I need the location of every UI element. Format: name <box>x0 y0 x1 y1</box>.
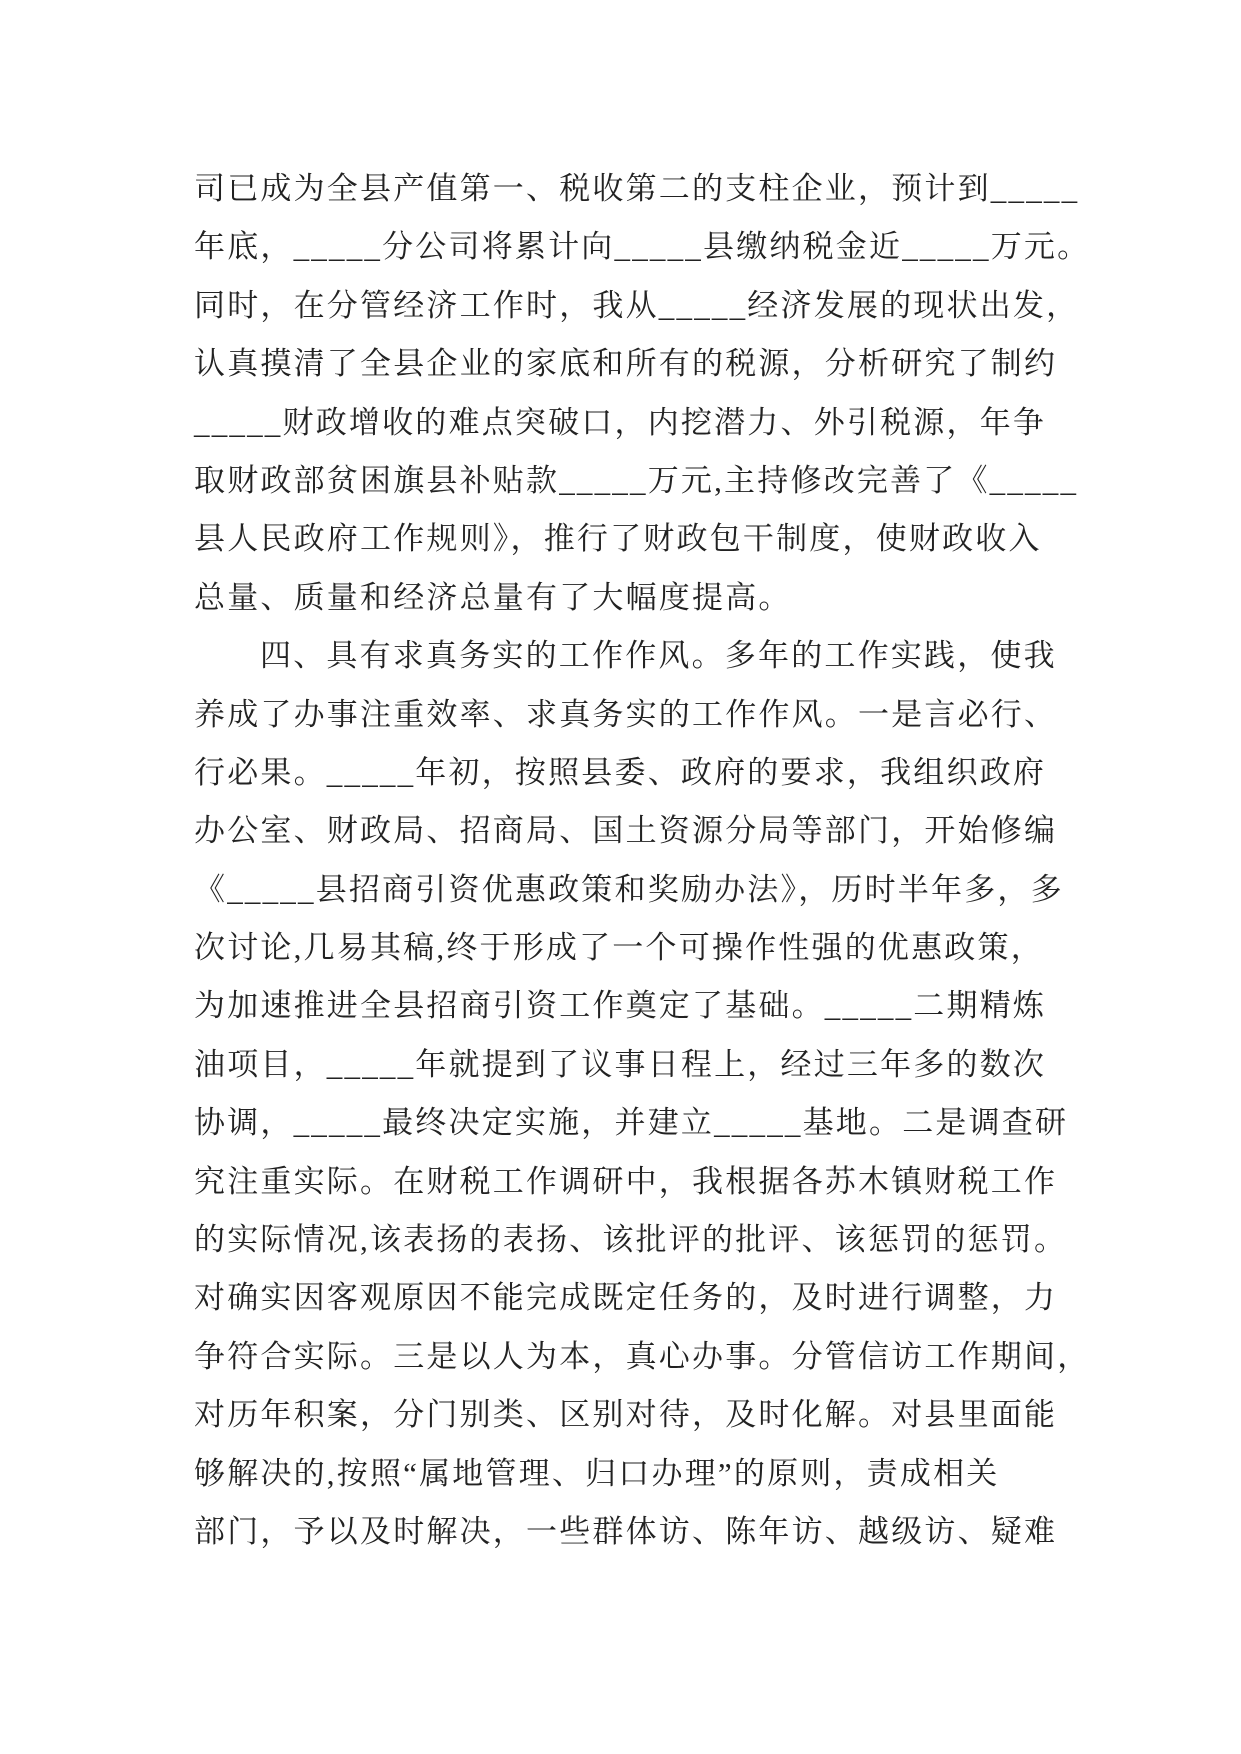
text-line: 办公室、财政局、招商局、国土资源分局等部门，开始修编 <box>194 813 1058 849</box>
text-line: 为加速推进全县招商引资工作奠定了基础。_____二期精炼 <box>194 988 1047 1024</box>
text-line: 对确实因客观原因不能完成既定任务的，及时进行调整，力 <box>194 1280 1058 1316</box>
text-line: 协调，_____最终决定实施，并建立_____基地。二是调查研 <box>194 1105 1069 1141</box>
text-line: 究注重实际。在财税工作调研中，我根据各苏木镇财税工作 <box>194 1163 1058 1199</box>
text-line: 部门，予以及时解决，一些群体访、陈年访、越级访、疑难 <box>194 1513 1058 1549</box>
text-line: 争符合实际。三是以人为本，真心办事。分管信访工作期间， <box>194 1338 1091 1374</box>
text-line: 总量、质量和经济总量有了大幅度提高。 <box>194 579 792 615</box>
text-line: 县人民政府工作规则》，推行了财政包干制度，使财政收入 <box>194 521 1042 557</box>
text-line: 行必果。_____年初，按照县委、政府的要求，我组织政府 <box>194 754 1047 790</box>
document-body <box>194 160 1154 1561</box>
text-line: 取财政部贫困旗县补贴款_____万元,主持修改完善了《_____ <box>194 462 1079 498</box>
text-line: 《_____县招商引资优惠政策和奖励办法》，历时半年多，多 <box>194 871 1064 907</box>
text-line: 的实际情况,该表扬的表扬、该批评的批评、该惩罚的惩罚。 <box>194 1222 1068 1258</box>
text-line: _____财政增收的难点突破口，内挖潜力、外引税源，年争 <box>194 404 1047 440</box>
text-line: 司已成为全县产值第一、税收第二的支柱企业，预计到_____ <box>194 171 1080 206</box>
text-line: 油项目，_____年就提到了议事日程上，经过三年多的数次 <box>194 1046 1047 1082</box>
paragraph-first-line: 四、具有求真务实的工作作风。多年的工作实践，使我 <box>260 638 1057 674</box>
text-line: 够解决的,按照“属地管理、归口办理”的原则，责成相关 <box>194 1455 1000 1491</box>
text-line: 次讨论,几易其稿,终于形成了一个可操作性强的优惠政策， <box>194 930 1044 966</box>
text-line: 养成了办事注重效率、求真务实的工作作风。一是言必行、 <box>194 696 1058 732</box>
text-line: 对历年积案，分门别类、区别对待，及时化解。对县里面能 <box>194 1397 1058 1433</box>
text-line: 年底，_____分公司将累计向_____县缴纳税金近_____万元。 <box>194 229 1091 265</box>
text-line: 同时，在分管经济工作时，我从_____经济发展的现状出发， <box>194 287 1080 323</box>
text-line: 认真摸清了全县企业的家底和所有的税源，分析研究了制约 <box>194 346 1058 382</box>
